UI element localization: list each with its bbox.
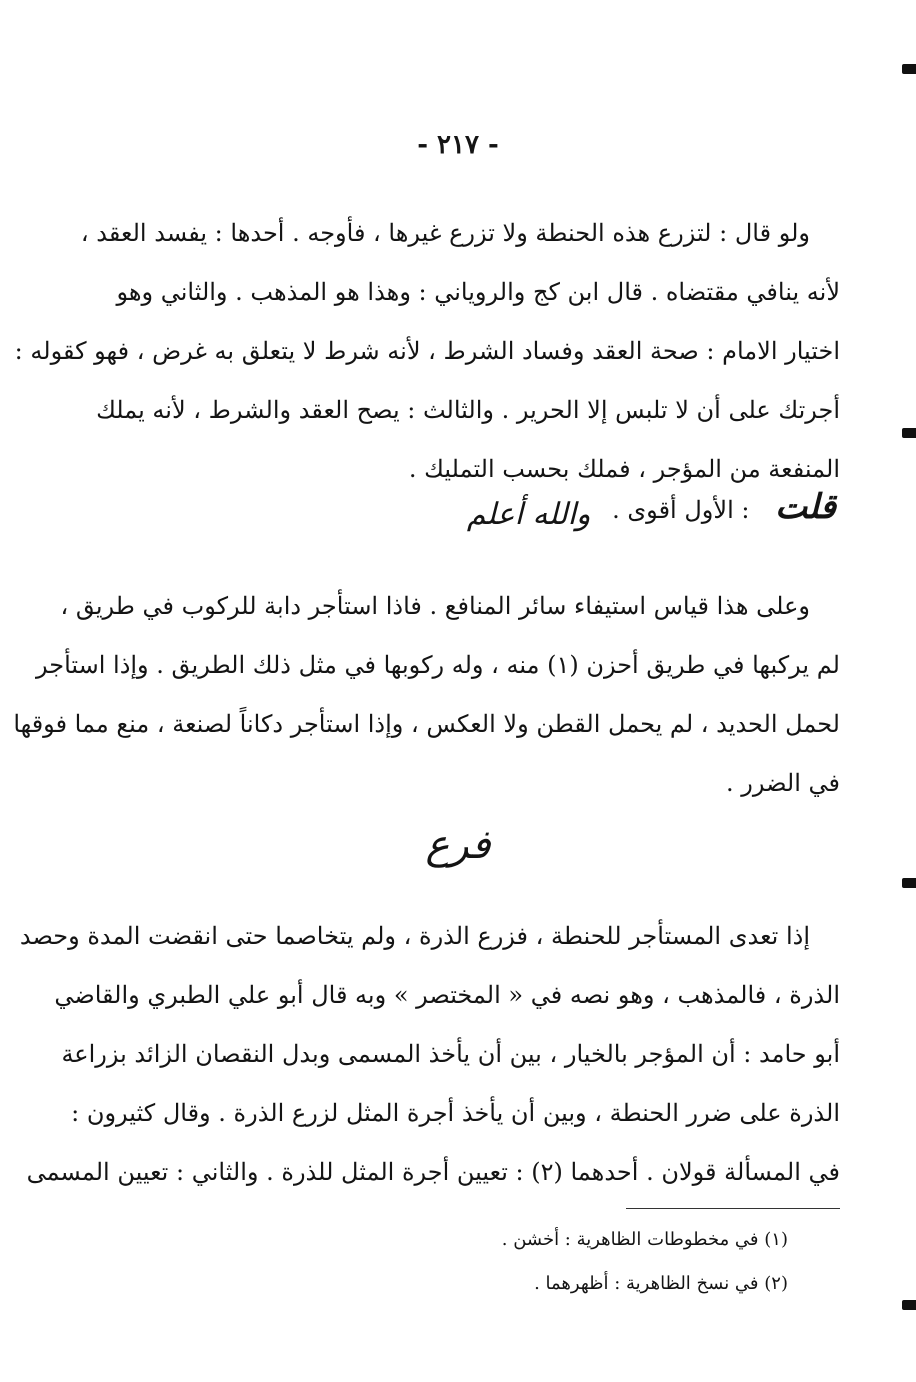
text-line: لم يركبها في طريق أحزن (١) منه ، وله ركوبها في مثل ذلك الطريق . وإذا استأجر	[35, 651, 840, 679]
qult-text: : الأول أقوى .	[612, 496, 750, 524]
text-line: في المسألة قولان . أحدهما (٢) : تعيين أجرة المثل للذرة . والثاني : تعيين المسمى	[26, 1158, 840, 1186]
paragraph-2	[13, 577, 840, 813]
text-line: ولو قال : لتزرع هذه الحنطة ولا تزرع غيرها ، فأوجه . أحدها : يفسد العقد ،	[80, 219, 810, 247]
scan-edge-mark	[902, 1300, 916, 1310]
qult-remark	[467, 482, 836, 542]
text-line: اختيار الامام : صحة العقد وفساد الشرط ، لأنه شرط لا يتعلق به غرض ، فهو كقوله :	[14, 337, 840, 365]
footnote: (٢) في نسخ الظاهرية : أظهرهما .	[534, 1273, 788, 1294]
text-line: المنفعة من المؤجر ، فملك بحسب التمليك .	[408, 455, 840, 483]
paragraph-3	[19, 907, 840, 1202]
text-line: أجرتك على أن لا تلبس إلا الحرير . والثالث : يصح العقد والشرط ، لأنه يملك	[96, 396, 840, 424]
text-line: في الضرر .	[726, 769, 840, 797]
text-line: إذا تعدى المستأجر للحنطة ، فزرع الذرة ، ولم يتخاصما حتى انقضت المدة وحصد	[19, 922, 810, 950]
section-heading: فرع	[425, 822, 491, 868]
scan-edge-mark	[902, 428, 916, 438]
paragraph-1	[14, 204, 840, 499]
text-line: وعلى هذا قياس استيفاء سائر المنافع . فاذا استأجر دابة للركوب في طريق ،	[60, 592, 810, 620]
text-line: الذرة على ضرر الحنطة ، وبين أن يأخذ أجرة المثل لزرع الذرة . وقال كثيرون :	[71, 1099, 840, 1127]
scan-edge-mark	[902, 878, 916, 888]
page-number: - ٢١٧ -	[417, 130, 499, 160]
text-line: لأنه ينافي مقتضاه . قال ابن كج والروياني : وهذا هو المذهب . والثاني وهو	[116, 278, 840, 306]
closing-phrase: والله أعلم	[466, 497, 591, 532]
text-line: أبو حامد : أن المؤجر بالخيار ، بين أن يأخذ المسمى وبدل النقصان الزائد بزراعة	[61, 1040, 840, 1068]
text-line: الذرة ، فالمذهب ، وهو نصه في « المختصر » وبه قال أبو علي الطبري والقاضي	[54, 981, 840, 1009]
footnote-divider	[626, 1208, 840, 1209]
scan-edge-mark	[902, 64, 916, 74]
qult-word: قلت	[775, 487, 836, 527]
text-line: لحمل الحديد ، لم يحمل القطن ولا العكس ، وإذا استأجر دكاناً لصنعة ، منع مما فوقها	[13, 710, 840, 738]
footnotes	[502, 1218, 788, 1306]
footnote: (١) في مخطوطات الظاهرية : أخشن .	[501, 1229, 788, 1250]
